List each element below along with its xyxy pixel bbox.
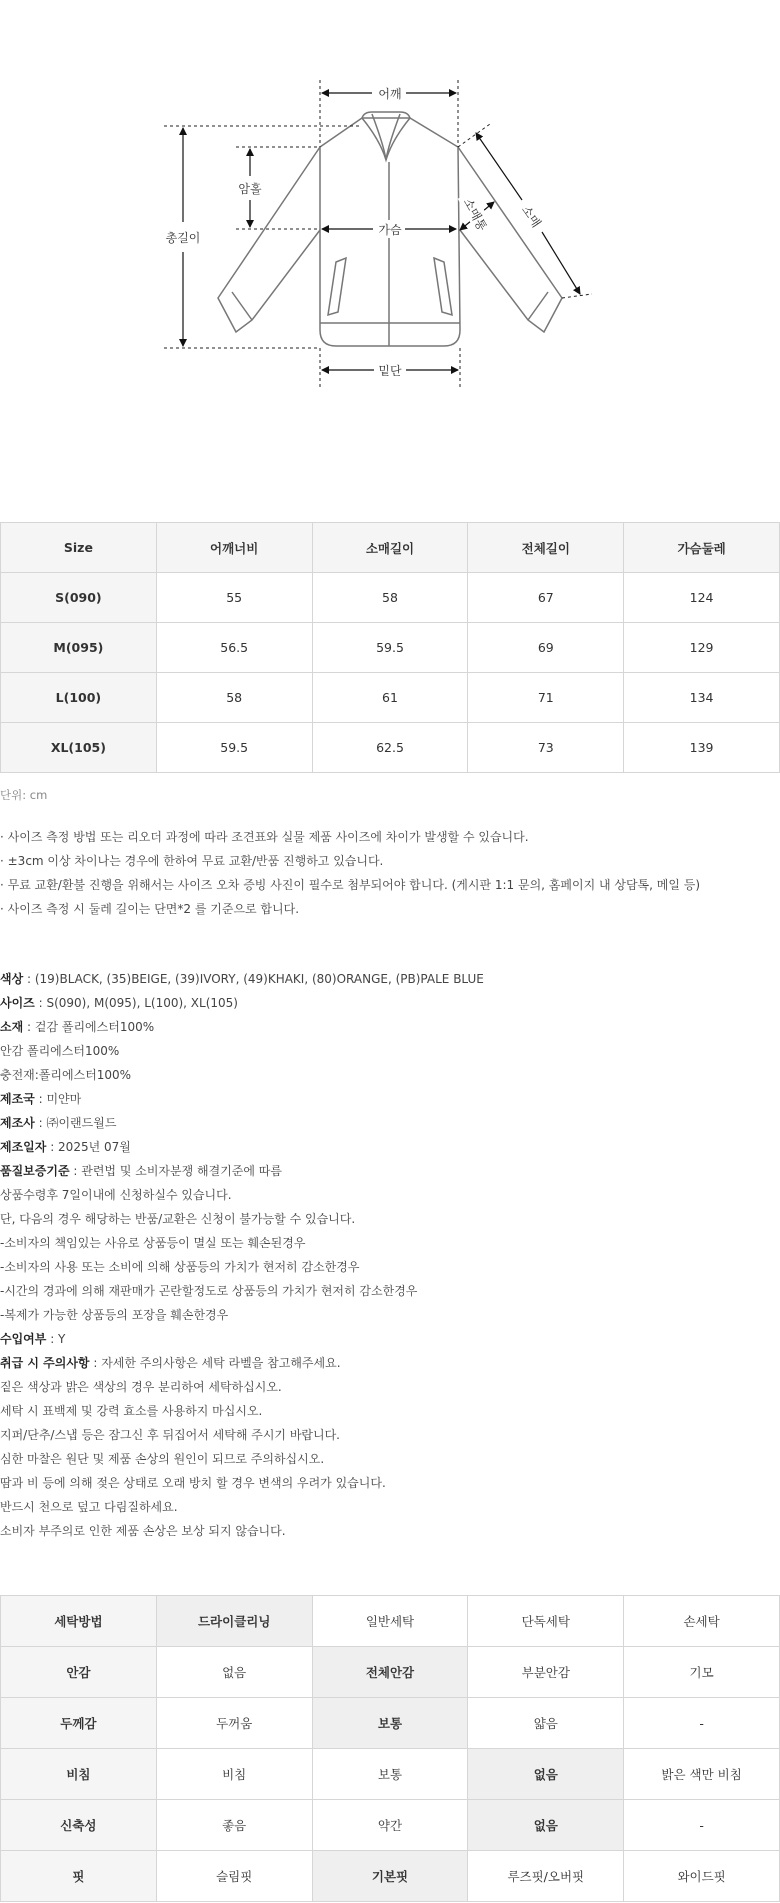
care-cell: 루즈핏/오버핏 (468, 1851, 624, 1902)
label-armhole: 암홀 (238, 182, 262, 196)
header-chest: 가슴둘레 (624, 523, 780, 573)
care-row-label: 핏 (1, 1851, 157, 1902)
info-line (0, 991, 780, 1015)
info-line (0, 1399, 780, 1423)
info-line (0, 1063, 780, 1087)
table-row (1, 573, 780, 623)
info-value: 세탁 시 표백제 및 강력 효소를 사용하지 마십시오. (0, 1404, 263, 1418)
info-value: -소비자의 사용 또는 소비에 의해 상품등의 가치가 현저히 감소한경우 (0, 1260, 360, 1274)
size-label: L(100) (1, 673, 157, 723)
label-total-length: 총길이 (165, 231, 201, 245)
product-info (0, 967, 780, 1543)
care-table (0, 1595, 780, 1902)
info-line (0, 1375, 780, 1399)
info-value: -복제가 가능한 상품등의 포장을 훼손한경우 (0, 1308, 229, 1322)
care-cell: 기모 (624, 1647, 780, 1698)
info-key: 제조일자 (0, 1140, 47, 1154)
table-row (1, 723, 780, 773)
info-key: 수입여부 (0, 1332, 47, 1346)
table-cell: 69 (468, 623, 624, 673)
info-key: 색상 (0, 972, 24, 986)
label-sleeve: 소매 (518, 203, 544, 231)
header-total-length: 전체길이 (468, 523, 624, 573)
info-value: -소비자의 책임있는 사유로 상품등이 멸실 또는 훼손된경우 (0, 1236, 306, 1250)
table-cell: 129 (624, 623, 780, 673)
table-cell: 134 (624, 673, 780, 723)
info-line (0, 1279, 780, 1303)
info-value: : 2025년 07월 (46, 1140, 131, 1154)
care-cell: 와이드핏 (624, 1851, 780, 1902)
info-line (0, 1111, 780, 1135)
note-item: · 무료 교환/환불 진행을 위해서는 사이즈 오차 증빙 사진이 필수로 첨부되어야 합니다. (게시판 1:1 문의, 홈페이지 내 상담톡, 메일 등) (0, 878, 701, 892)
header-size: Size (1, 523, 157, 573)
info-key: 품질보증기준 (0, 1164, 70, 1178)
info-line (0, 967, 780, 991)
care-cell: 부분안감 (468, 1647, 624, 1698)
info-key: 사이즈 (0, 996, 35, 1010)
care-cell: 얇음 (468, 1698, 624, 1749)
care-cell-selected: 보통 (312, 1698, 468, 1749)
info-line (0, 1183, 780, 1207)
care-cell-selected: 없음 (468, 1749, 624, 1800)
info-key: 소재 (0, 1020, 24, 1034)
info-line (0, 1519, 780, 1543)
info-line (0, 1135, 780, 1159)
table-cell: 58 (312, 573, 468, 623)
info-value: : 겉감 폴리에스터100% (23, 1020, 155, 1034)
info-line (0, 1231, 780, 1255)
care-cell-selected: 전체안감 (312, 1647, 468, 1698)
info-value: 충전재:폴리에스터100% (0, 1068, 132, 1082)
care-cell-selected: 드라이클리닝 (156, 1596, 312, 1647)
table-cell: 67 (468, 573, 624, 623)
info-value: 안감 폴리에스터100% (0, 1044, 120, 1058)
info-value: : 미얀마 (34, 1092, 82, 1106)
info-value: 짙은 색상과 밝은 색상의 경우 분리하여 세탁하십시오. (0, 1380, 282, 1394)
care-row-label: 안감 (1, 1647, 157, 1698)
info-line (0, 1087, 780, 1111)
jacket-illustration (0, 0, 780, 522)
care-row-label: 세탁방법 (1, 1596, 157, 1647)
care-cell-selected: 기본핏 (312, 1851, 468, 1902)
size-label: S(090) (1, 573, 157, 623)
care-cell: 좋음 (156, 1800, 312, 1851)
info-line (0, 1159, 780, 1183)
info-value: 심한 마찰은 원단 및 제품 손상의 원인이 되므로 주의하십시오. (0, 1452, 325, 1466)
table-row (1, 1800, 780, 1851)
header-sleeve-length: 소매길이 (312, 523, 468, 573)
info-value: : (19)BLACK, (35)BEIGE, (39)IVORY, (49)KHAKI, (80)ORANGE, (PB)PALE BLUE (23, 972, 484, 986)
table-row (1, 1698, 780, 1749)
note-item: · 사이즈 측정 방법 또는 리오더 과정에 따라 조견표와 실물 제품 사이즈에 차이가 발생할 수 있습니다. (0, 830, 529, 844)
info-line (0, 1207, 780, 1231)
table-cell: 55 (156, 573, 312, 623)
label-chest: 가슴 (378, 223, 402, 237)
info-line (0, 1447, 780, 1471)
table-cell: 62.5 (312, 723, 468, 773)
table-cell: 61 (312, 673, 468, 723)
info-value: 단, 다음의 경우 해당하는 반품/교환은 신청이 불가능할 수 있습니다. (0, 1212, 356, 1226)
care-cell-selected: 없음 (468, 1800, 624, 1851)
table-cell: 139 (624, 723, 780, 773)
size-table (0, 522, 780, 773)
info-value: 상품수령후 7일이내에 신청하실수 있습니다. (0, 1188, 232, 1202)
label-hem: 밑단 (378, 364, 402, 378)
care-cell: 보통 (312, 1749, 468, 1800)
size-label: XL(105) (1, 723, 157, 773)
table-cell: 58 (156, 673, 312, 723)
care-cell: 약간 (312, 1800, 468, 1851)
table-cell: 59.5 (156, 723, 312, 773)
label-shoulder: 어깨 (378, 87, 402, 101)
care-row-label: 두께감 (1, 1698, 157, 1749)
info-value: : S(090), M(095), L(100), XL(105) (34, 996, 238, 1010)
info-value: 소비자 부주의로 인한 제품 손상은 보상 되지 않습니다. (0, 1524, 286, 1538)
info-key: 취급 시 주의사항 (0, 1356, 90, 1370)
table-cell: 59.5 (312, 623, 468, 673)
care-cell: 밝은 색만 비침 (624, 1749, 780, 1800)
table-row (1, 1749, 780, 1800)
care-row-label: 비침 (1, 1749, 157, 1800)
table-row (1, 1851, 780, 1902)
table-cell: 71 (468, 673, 624, 723)
table-cell: 124 (624, 573, 780, 623)
care-cell: 손세탁 (624, 1596, 780, 1647)
care-row-label: 신축성 (1, 1800, 157, 1851)
info-key: 제조국 (0, 1092, 35, 1106)
info-line (0, 1255, 780, 1279)
info-value: : 관련법 및 소비자분쟁 해결기준에 따름 (69, 1164, 282, 1178)
care-cell: 슬림핏 (156, 1851, 312, 1902)
info-value: 지퍼/단추/스냅 등은 잠그신 후 뒤집어서 세탁해 주시기 바랍니다. (0, 1428, 340, 1442)
info-line (0, 1327, 780, 1351)
note-item: · 사이즈 측정 시 둘레 길이는 단면*2 를 기준으로 합니다. (0, 902, 300, 916)
info-value: : Y (46, 1332, 66, 1346)
table-row (1, 1647, 780, 1698)
info-line (0, 1495, 780, 1519)
info-value: -시간의 경과에 의해 재판매가 곤란할정도로 상품등의 가치가 현저히 감소한경우 (0, 1284, 418, 1298)
jacket-measurement-diagram (0, 0, 780, 522)
unit-note: 단위: cm (0, 788, 48, 802)
info-line (0, 1423, 780, 1447)
care-cell: 없음 (156, 1647, 312, 1698)
info-key: 제조사 (0, 1116, 35, 1130)
label-sleeve-width: 소매통 (460, 195, 490, 234)
care-cell: - (624, 1800, 780, 1851)
info-value: 땀과 비 등에 의해 젖은 상태로 오래 방치 할 경우 변색의 우려가 있습니다. (0, 1476, 386, 1490)
info-value: 반드시 천으로 덮고 다림질하세요. (0, 1500, 178, 1514)
table-cell: 56.5 (156, 623, 312, 673)
care-cell: 비침 (156, 1749, 312, 1800)
header-shoulder-width: 어깨너비 (156, 523, 312, 573)
info-line (0, 1039, 780, 1063)
info-value: : 자세한 주의사항은 세탁 라벨을 참고해주세요. (89, 1356, 341, 1370)
size-table-header (1, 523, 780, 573)
info-line (0, 1471, 780, 1495)
table-row (1, 673, 780, 723)
note-item: · ±3cm 이상 차이나는 경우에 한하여 무료 교환/반품 진행하고 있습니다. (0, 854, 384, 868)
table-cell: 73 (468, 723, 624, 773)
info-line (0, 1303, 780, 1327)
size-label: M(095) (1, 623, 157, 673)
info-line (0, 1015, 780, 1039)
care-cell: 단독세탁 (468, 1596, 624, 1647)
info-line (0, 1351, 780, 1375)
care-cell: 두꺼움 (156, 1698, 312, 1749)
table-row (1, 623, 780, 673)
care-cell: 일반세탁 (312, 1596, 468, 1647)
table-row (1, 1596, 780, 1647)
size-notes (0, 825, 780, 921)
info-value: : ㈜이랜드월드 (34, 1116, 117, 1130)
care-cell: - (624, 1698, 780, 1749)
